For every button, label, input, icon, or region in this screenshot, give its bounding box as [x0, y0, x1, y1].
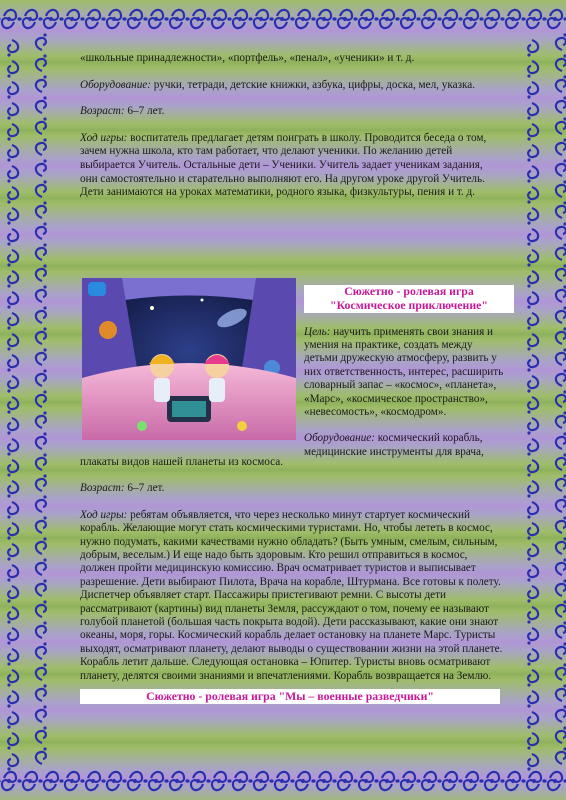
- heading-military-scouts: Сюжетно - ролевая игра "Мы – военные разведчики": [80, 689, 500, 704]
- paragraph-equipment-2: Оборудование: космический корабль, медицинские инструменты для врача,: [304, 432, 484, 458]
- paragraph-age-1: Возраст: 6–7 лет.: [80, 105, 165, 118]
- goal-label: Цель:: [304, 325, 331, 338]
- space-game-intro: [304, 285, 504, 459]
- equipment-label: Оборудование:: [80, 78, 151, 91]
- course-label: Ход игры:: [80, 131, 128, 144]
- age-label-2: Возраст:: [80, 482, 125, 495]
- paragraph-course-2: Ход игры: ребятам объявляется, что через несколько минут стартует космический корабль. Желающие могут стать космическими туристами. Но, чтобы лететь в космос, нужно подумать, какими качествами нужно обладать? (Быть умным, смелым, сильным, добрым, веселым.) И еще надо быть здоровым. Кто решил отправиться в космос, должен пройти медицинскую комиссию. Врач осматривает туристов и выписывает разрешение. Дети выбирают Пилота, Врача на корабле, Штурмана. Все готовы к полету. Диспетчер объявляет старт. Пассажиры пристегивают ремни. С высоты дети рассматривают (картины) вид планеты Земля, рассуждают о том, почему ее называют голубой планетой (большая часть покрыта водой). Дети рассказывают, какие они знают океаны, моря, горы. Космический корабль делает остановку на планете Марс. Туристы выходят, осматривают планету, делают выводы о существовании жизни на этой планете. Корабль летит дальше. Следующая остановка – Юпитер. Туристы вновь осматривают планету, делятся своими знаниями и впечатлениями. Корабль возвращается на Землю.: [80, 508, 503, 682]
- course-label-2: Ход игры:: [80, 508, 128, 521]
- paragraph-materials: «школьные принадлежности», «портфель», «пенал», «ученики» и т. д.: [80, 52, 415, 64]
- paragraph-age-2: Возраст: 6–7 лет.: [80, 482, 165, 495]
- paragraph-equipment-cont: плакаты видов нашей планеты из космоса.: [80, 456, 284, 468]
- heading-space-adventure: Сюжетно - ролевая игра "Космическое приключение": [304, 285, 514, 313]
- paragraph-goal: Цель: научить применять свои знания и умения на практике, создать между детьми дружескую атмосферу, развить у них ответственность, интерес, расширить словарный запас – «космос», «планета», «Марс», «космическое пространство», «невесомость», «космодром».: [304, 325, 504, 419]
- equipment-label-2: Оборудование:: [304, 432, 375, 445]
- text-block-bottom: [80, 456, 505, 683]
- text-block-top: [80, 52, 500, 200]
- space-game-illustration: [82, 278, 296, 440]
- paragraph-course-1: Ход игры: воспитатель предлагает детям поиграть в школу. Проводится беседа о том, зачем нужна школа, кто там работает, что делают ученики. По желанию детей выбирается Учитель. Остальные дети – Ученики. Учитель задает ученикам задания, они самостоятельно и старательно выполняют его. На другом уроке другой Учитель. Дети занимаются на уроках математики, родного языка, физкультуры, пения и т. д.: [80, 131, 487, 199]
- age-label: Возраст:: [80, 105, 125, 118]
- paragraph-equipment-1: Оборудование: ручки, тетради, детские книжки, азбука, цифры, доска, мел, указка.: [80, 78, 476, 91]
